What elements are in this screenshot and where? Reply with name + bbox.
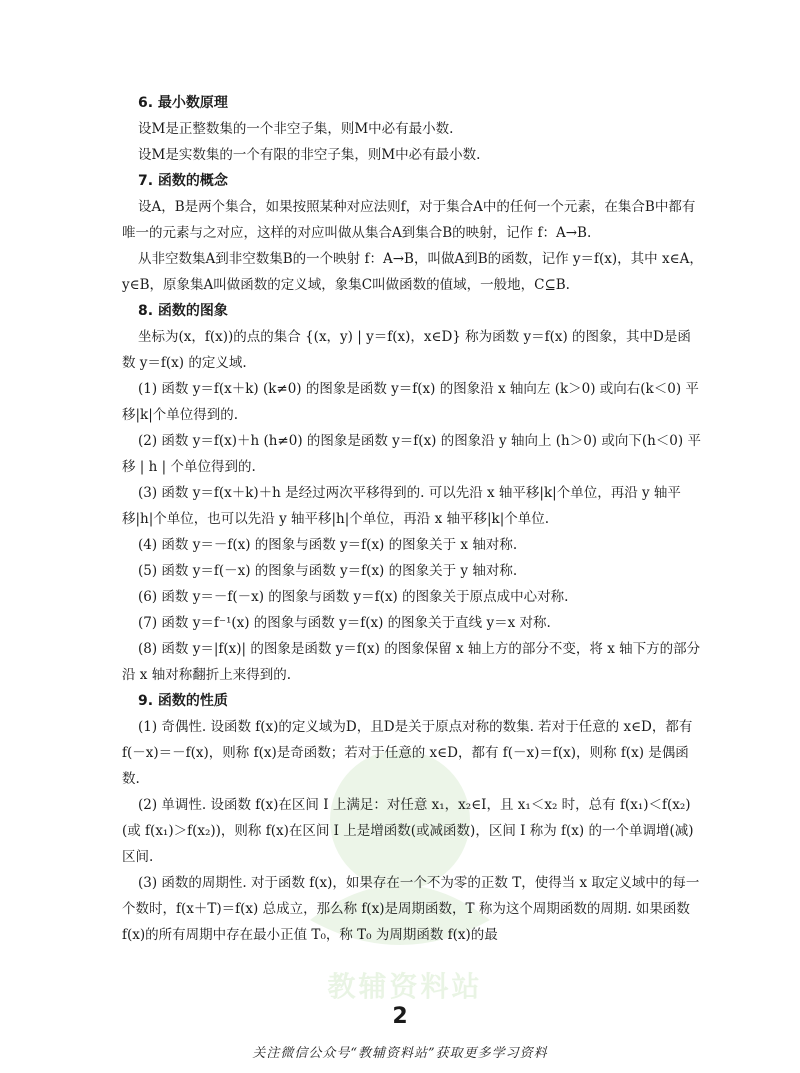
paragraph: (7) 函数 y＝f⁻¹(x) 的图象与函数 y＝f(x) 的图象关于直线 y＝x 对称. [138,615,551,631]
section-heading: 9. 函数的性质 [138,693,228,709]
paragraph: (3) 函数的周期性. 对于函数 f(x)，如果存在一个不为零的正数 T，使得当 x 取定义域中的每一个数时，f(x＋T)＝f(x) 总成立，那么称 f(x)是周期函数，T 称为这个周期函数的周期. 如果函数 f(x)的所有周期中存在最小正值 T₀，称 T₀ 为周期函数 f(x)的最 [122,875,700,943]
paragraph: 设M是正整数集的一个非空子集，则M中必有最小数. [138,121,454,137]
section-heading: 8. 函数的图象 [138,303,228,319]
paragraph: 设A，B是两个集合，如果按照某种对应法则f，对于集合A中的任何一个元素，在集合B中都有唯一的元素与之对应，这样的对应叫做从集合A到集合B的映射，记作 f：A→B. [122,199,696,241]
page-number: 2 [392,1004,408,1029]
paragraph: (8) 函数 y＝|f(x)| 的图象是函数 y＝f(x) 的图象保留 x 轴上方的部分不变，将 x 轴下方的部分沿 x 轴对称翻折上来得到的. [122,641,701,683]
paragraph: (3) 函数 y＝f(x＋k)＋h 是经过两次平移得到的. 可以先沿 x 轴平移|k|个单位，再沿 y 轴平移|h|个单位，也可以先沿 y 轴平移|h|个单位，再沿 x 轴平移|k|个单位. [122,485,681,527]
footer-note: 关注微信公众号“教辅资料站”获取更多学习资料 [252,1046,548,1061]
paragraph: (2) 函数 y＝f(x)＋h (h≠0) 的图象是函数 y＝f(x) 的图象沿 y 轴向上 (h＞0) 或向下(h＜0) 平移 | h | 个单位得到的. [122,433,701,475]
section-heading: 6. 最小数原理 [138,95,228,111]
paragraph: (5) 函数 y＝f(－x) 的图象与函数 y＝f(x) 的图象关于 y 轴对称. [138,563,518,579]
paragraph: (4) 函数 y＝－f(x) 的图象与函数 y＝f(x) 的图象关于 x 轴对称. [138,537,518,553]
paragraph: (1) 函数 y＝f(x＋k) (k≠0) 的图象是函数 y＝f(x) 的图象沿 x 轴向左 (k＞0) 或向右(k＜0) 平移|k|个单位得到的. [122,381,699,423]
watermark-text: 教辅资料站 [327,970,483,1003]
paragraph: (6) 函数 y＝－f(－x) 的图象与函数 y＝f(x) 的图象关于原点成中心对称. [138,589,569,605]
paragraph: 从非空数集A到非空数集B的一个映射 f：A→B，叫做A到B的函数，记作 y＝f(x)，其中 x∈A，y∈B，原象集A叫做函数的定义域，象集C叫做函数的值域，一般地，C⊆B. [122,251,703,293]
section-heading: 7. 函数的概念 [138,173,228,189]
paragraph: 设M是实数集的一个有限的非空子集，则M中必有最小数. [138,147,481,163]
paragraph: (2) 单调性. 设函数 f(x)在区间 I 上满足：对任意 x₁，x₂∈I，且 x₁＜x₂ 时，总有 f(x₁)＜f(x₂)(或 f(x₁)＞f(x₂))，则称 f(x)在区间 I 上是增函数(或减函数)，区间 I 称为 f(x) 的一个单调增(减) 区间. [122,797,694,865]
paragraph: (1) 奇偶性. 设函数 f(x)的定义域为D，且D是关于原点对称的数集. 若对于任意的 x∈D，都有 f(－x)＝－f(x)，则称 f(x)是奇函数；若对于任意的 x∈D，都有 f(－x)＝f(x)，则称 f(x) 是偶函数. [122,719,693,787]
document-body [122,90,704,948]
paragraph: 坐标为(x，f(x))的点的集合 {(x，y) | y＝f(x)，x∈D} 称为函数 y＝f(x) 的图象，其中D是函数 y＝f(x) 的定义域. [122,329,691,371]
